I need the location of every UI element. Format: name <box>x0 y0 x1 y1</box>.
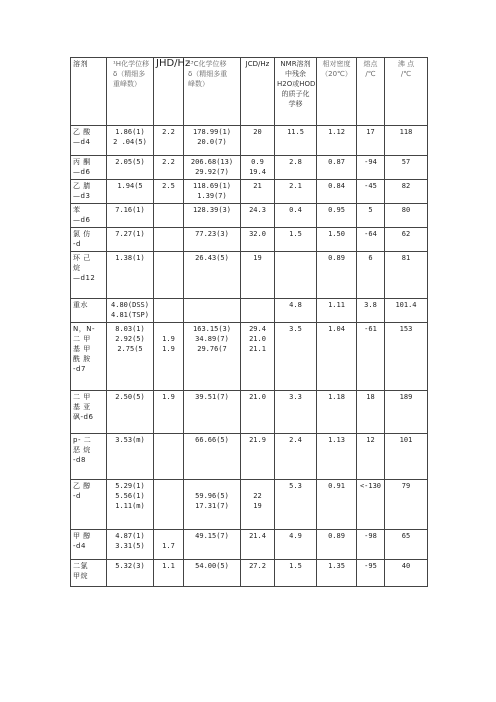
header-residual <box>275 58 317 126</box>
cell-jhd-line: 2.2 <box>162 158 175 166</box>
cell-jcd-line: 21.9 <box>249 436 266 444</box>
cell-melting-point: -98 <box>357 530 385 560</box>
cell-13c-shift-line <box>186 481 238 491</box>
cell-boiling-point: 80 <box>385 204 428 228</box>
cell-jcd <box>241 323 275 391</box>
cell-1h-shift <box>107 228 154 252</box>
cell-jhd <box>154 252 184 299</box>
cell-1h-shift-line: 8.03(1) <box>115 325 145 333</box>
cell-1h-shift-line: 7.16(1) <box>115 206 145 214</box>
table-body <box>71 126 428 587</box>
cell-jhd <box>154 323 184 391</box>
cell-residual-line: 2.1 <box>289 182 302 190</box>
cell-residual-line: 4.8 <box>289 301 302 309</box>
cell-1h-shift-line: 1.86(1) <box>115 128 145 136</box>
cell-density: 0.89 <box>317 252 357 299</box>
header-bp-line: 沸 点 <box>397 60 415 68</box>
cell-boiling-point: 81 <box>385 252 428 299</box>
header-melting-point <box>357 58 385 126</box>
cell-jcd <box>241 530 275 560</box>
cell-jhd-line: 1.7 <box>162 542 175 550</box>
header-jcd <box>241 58 275 126</box>
cell-13c-shift-line: 39.51(7) <box>195 393 229 401</box>
cell-1h-shift-line: 2 .04(5) <box>113 138 147 146</box>
cell-boiling-point: 101.4 <box>385 299 428 323</box>
cell-density: 0.87 <box>317 156 357 180</box>
cell-solvent <box>71 180 107 204</box>
cell-solvent <box>71 299 107 323</box>
cell-13c-shift-line: 206.68(13) <box>190 158 234 166</box>
cell-jcd-line: 19 <box>253 502 262 510</box>
cell-solvent-line: —d6 <box>73 168 91 176</box>
cell-jcd-line: 21.0 <box>249 335 266 343</box>
cell-13c-shift-line: 66.66(5) <box>195 436 229 444</box>
cell-1h-shift <box>107 434 154 480</box>
cell-jcd <box>241 252 275 299</box>
header-residual-line: 中残余 <box>285 70 306 78</box>
table-row <box>71 299 428 323</box>
cell-13c-shift <box>184 480 241 530</box>
cell-solvent-line: —d3 <box>73 192 91 200</box>
cell-solvent-line: 丙 酮 <box>73 158 91 166</box>
table-row <box>71 391 428 434</box>
cell-13c-shift <box>184 299 241 323</box>
cell-residual-line: 1.5 <box>289 230 302 238</box>
cell-1h-shift-line: 4.80(DSS) <box>111 301 149 309</box>
cell-melting-point: -64 <box>357 228 385 252</box>
cell-13c-shift-line: 17.31(7) <box>195 502 229 510</box>
cell-solvent-line: 基 亚 <box>73 403 91 411</box>
cell-jcd-line: 27.2 <box>249 562 266 570</box>
cell-jcd <box>241 180 275 204</box>
cell-1h-shift-line: 7.27(1) <box>115 230 145 238</box>
cell-solvent-line: p- 二 <box>73 436 92 444</box>
cell-jcd <box>241 126 275 156</box>
cell-1h-shift <box>107 560 154 587</box>
cell-solvent <box>71 480 107 530</box>
cell-density: 0.84 <box>317 180 357 204</box>
cell-residual <box>275 391 317 434</box>
cell-13c-shift <box>184 204 241 228</box>
cell-density: 1.50 <box>317 228 357 252</box>
cell-residual-line: 11.5 <box>287 128 304 136</box>
cell-1h-shift-line: 3.53(m) <box>115 436 145 444</box>
cell-13c-shift <box>184 434 241 480</box>
cell-1h-shift-line: 5.32(3) <box>115 562 145 570</box>
cell-residual <box>275 530 317 560</box>
cell-13c-shift <box>184 560 241 587</box>
cell-solvent <box>71 560 107 587</box>
cell-13c-shift-line: 29.92(7) <box>195 168 229 176</box>
cell-jhd-line <box>156 324 181 334</box>
cell-solvent-line: -d7 <box>73 365 86 373</box>
cell-jhd <box>154 434 184 480</box>
cell-solvent <box>71 434 107 480</box>
cell-1h-shift <box>107 126 154 156</box>
cell-13c-shift-line: 59.96(5) <box>195 492 229 500</box>
cell-solvent-line: 二 甲 <box>73 335 91 343</box>
cell-jhd <box>154 560 184 587</box>
cell-residual <box>275 252 317 299</box>
table-row <box>71 156 428 180</box>
cell-solvent-line: 甲烷 <box>73 572 88 580</box>
cell-solvent-line: 酰 胺 <box>73 355 91 363</box>
cell-jcd-line: 32.0 <box>249 230 266 238</box>
cell-1h-shift <box>107 299 154 323</box>
cell-jhd-line: 1.1 <box>162 562 175 570</box>
cell-1h-shift-line: 2.05(5) <box>115 158 145 166</box>
cell-residual <box>275 323 317 391</box>
cell-solvent <box>71 126 107 156</box>
cell-solvent-line: 二氯 <box>73 562 88 570</box>
header-residual-line: 学移 <box>288 100 303 108</box>
cell-13c-shift <box>184 323 241 391</box>
cell-melting-point: 5 <box>357 204 385 228</box>
cell-boiling-point: 101 <box>385 434 428 480</box>
cell-residual <box>275 204 317 228</box>
header-solvent-text: 溶剂 <box>73 60 88 68</box>
cell-melting-point: 17 <box>357 126 385 156</box>
cell-jcd <box>241 480 275 530</box>
cell-1h-shift <box>107 323 154 391</box>
header-1h-line: 重峰数） <box>113 80 141 88</box>
cell-residual-line: 2.4 <box>289 436 302 444</box>
cell-solvent-line: 苯 <box>73 206 81 214</box>
cell-solvent-line: 二 甲 <box>73 393 91 401</box>
header-13c-line: ¹³C化学位移 <box>188 60 227 68</box>
cell-boiling-point: 82 <box>385 180 428 204</box>
cell-jcd <box>241 560 275 587</box>
cell-13c-shift <box>184 228 241 252</box>
cell-jcd-line: 21.4 <box>249 532 266 540</box>
cell-solvent-line: —d6 <box>73 216 91 224</box>
cell-jcd <box>241 228 275 252</box>
cell-density: 1.18 <box>317 391 357 434</box>
cell-1h-shift-line: 2.92(5) <box>115 335 145 343</box>
cell-1h-shift <box>107 156 154 180</box>
header-mp-line: 熔点 <box>363 60 378 68</box>
header-13c-shift <box>184 58 241 126</box>
cell-solvent <box>71 252 107 299</box>
cell-boiling-point: 79 <box>385 480 428 530</box>
cell-13c-shift <box>184 252 241 299</box>
table-row <box>71 180 428 204</box>
table-row <box>71 530 428 560</box>
cell-boiling-point: 57 <box>385 156 428 180</box>
header-1h-line: δ（精细多 <box>113 70 146 78</box>
cell-13c-shift <box>184 156 241 180</box>
cell-solvent-line: 恶 烷 <box>73 446 91 454</box>
cell-residual-line: 2.8 <box>289 158 302 166</box>
cell-jhd <box>154 180 184 204</box>
cell-solvent-line: 甲 醇 <box>73 532 91 540</box>
cell-solvent-line: 乙 酸 <box>73 128 91 136</box>
nmr-solvent-table <box>70 57 428 587</box>
cell-1h-shift-line: 5.29(1) <box>115 482 145 490</box>
cell-solvent-line: 环 己 <box>73 254 91 262</box>
cell-1h-shift-line: 3.31(5) <box>115 542 145 550</box>
cell-jhd <box>154 126 184 156</box>
cell-melting-point: 18 <box>357 391 385 434</box>
cell-jcd <box>241 156 275 180</box>
cell-solvent-line: N，N- <box>73 325 95 333</box>
cell-jcd-line: 21 <box>253 182 262 190</box>
cell-jhd <box>154 391 184 434</box>
cell-jhd <box>154 299 184 323</box>
table-row <box>71 126 428 156</box>
cell-solvent-line: 基 甲 <box>73 345 91 353</box>
cell-13c-shift <box>184 126 241 156</box>
header-boiling-point <box>385 58 428 126</box>
cell-residual-line: 5.3 <box>289 482 302 490</box>
cell-jhd <box>154 228 184 252</box>
cell-residual <box>275 299 317 323</box>
table-row <box>71 560 428 587</box>
cell-13c-shift <box>184 391 241 434</box>
cell-melting-point: 3.8 <box>357 299 385 323</box>
cell-melting-point: 6 <box>357 252 385 299</box>
header-residual-line: NMR溶剂 <box>280 60 311 68</box>
header-row <box>71 58 428 126</box>
cell-jcd-line: 19 <box>253 254 262 262</box>
cell-jcd-line: 22 <box>253 492 262 500</box>
cell-solvent-line: -d8 <box>73 456 86 464</box>
cell-residual-line: 4.9 <box>289 532 302 540</box>
cell-jcd-line: 21.0 <box>249 393 266 401</box>
cell-density: 1.11 <box>317 299 357 323</box>
cell-melting-point: -61 <box>357 323 385 391</box>
cell-jhd-line: 1.9 <box>162 335 175 343</box>
cell-residual <box>275 228 317 252</box>
cell-residual <box>275 126 317 156</box>
cell-melting-point: 12 <box>357 434 385 480</box>
table-row <box>71 434 428 480</box>
cell-jcd <box>241 204 275 228</box>
cell-residual <box>275 560 317 587</box>
cell-solvent-line: -d4 <box>73 542 86 550</box>
cell-melting-point: <-130 <box>357 480 385 530</box>
cell-jcd-line <box>243 481 272 491</box>
cell-jhd-line: 1.9 <box>162 345 175 353</box>
cell-1h-shift <box>107 204 154 228</box>
cell-solvent <box>71 391 107 434</box>
cell-13c-shift <box>184 180 241 204</box>
header-residual-line: H2O或HOD <box>277 80 316 88</box>
table-row <box>71 323 428 391</box>
cell-residual-line: 3.5 <box>289 325 302 333</box>
cell-solvent-line: 重水 <box>73 301 88 309</box>
cell-1h-shift-line: 1.11(m) <box>115 502 145 510</box>
cell-13c-shift-line: 77.23(3) <box>195 230 229 238</box>
cell-density: 1.13 <box>317 434 357 480</box>
cell-density: 0.89 <box>317 530 357 560</box>
cell-solvent <box>71 228 107 252</box>
cell-solvent-line: 乙 醇 <box>73 482 91 490</box>
cell-boiling-point: 65 <box>385 530 428 560</box>
cell-13c-shift <box>184 530 241 560</box>
header-bp-line: /℃ <box>400 70 412 78</box>
cell-boiling-point: 118 <box>385 126 428 156</box>
cell-13c-shift-line: 128.39(3) <box>193 206 231 214</box>
cell-13c-shift-line: 49.15(7) <box>195 532 229 540</box>
cell-residual <box>275 480 317 530</box>
cell-jhd-line: 2.5 <box>162 182 175 190</box>
table-row <box>71 480 428 530</box>
cell-jcd-line: 29.4 <box>249 325 266 333</box>
cell-solvent-line: 氯 仿 <box>73 230 91 238</box>
cell-13c-shift-line: 20.0(7) <box>197 138 227 146</box>
table-row <box>71 252 428 299</box>
cell-residual-line: 1.5 <box>289 562 302 570</box>
header-density-line: 相对密度 <box>322 60 351 68</box>
cell-solvent-line: —d4 <box>73 138 91 146</box>
cell-solvent <box>71 530 107 560</box>
cell-jcd <box>241 391 275 434</box>
cell-13c-shift-line: 54.00(5) <box>195 562 229 570</box>
cell-boiling-point: 189 <box>385 391 428 434</box>
cell-density: 0.95 <box>317 204 357 228</box>
cell-solvent-line: 乙 腈 <box>73 182 91 190</box>
cell-jcd-line: 0.9 <box>251 158 264 166</box>
header-density <box>317 58 357 126</box>
header-13c-line: δ（精细多重 <box>188 70 228 78</box>
cell-solvent <box>71 323 107 391</box>
header-mp-line: /℃ <box>365 70 376 78</box>
cell-solvent <box>71 204 107 228</box>
cell-solvent <box>71 156 107 180</box>
cell-13c-shift-line: 178.99(1) <box>193 128 231 136</box>
cell-jcd-line: 24.3 <box>249 206 266 214</box>
cell-density: 1.12 <box>317 126 357 156</box>
cell-jhd-line: 1.9 <box>162 393 175 401</box>
cell-1h-shift-line: 2.50(5) <box>115 393 145 401</box>
cell-boiling-point: 40 <box>385 560 428 587</box>
cell-density: 1.04 <box>317 323 357 391</box>
cell-residual <box>275 180 317 204</box>
cell-jhd <box>154 530 184 560</box>
cell-jhd <box>154 156 184 180</box>
cell-1h-shift-line: 2.75(5 <box>117 345 143 353</box>
cell-solvent-line: -d <box>73 492 81 500</box>
cell-jcd-line: 19.4 <box>249 168 266 176</box>
cell-13c-shift-line: 163.15(3) <box>193 325 231 333</box>
cell-jhd-line: 2.2 <box>162 128 175 136</box>
header-jhd-text: JHD/Hz <box>156 58 191 69</box>
header-1h-line: ¹H化学位移 <box>113 60 150 68</box>
cell-solvent-line: 砜-d6 <box>73 413 94 421</box>
header-jhd <box>154 58 191 126</box>
cell-solvent-line: 烷 <box>73 264 81 272</box>
header-jcd-text: JCD/Hz <box>245 60 270 68</box>
cell-melting-point: -95 <box>357 560 385 587</box>
cell-1h-shift <box>107 480 154 530</box>
cell-solvent-line: -d <box>73 240 81 248</box>
header-solvent <box>71 58 107 126</box>
cell-jcd-line: 20 <box>253 128 262 136</box>
cell-residual-line: 3.3 <box>289 393 302 401</box>
cell-jcd <box>241 434 275 480</box>
cell-1h-shift-line: 4.81(TSP) <box>111 311 149 319</box>
cell-13c-shift-line: 118.69(1) <box>193 182 231 190</box>
cell-residual <box>275 434 317 480</box>
cell-1h-shift-line: 1.94(5 <box>117 182 143 190</box>
table-row <box>71 228 428 252</box>
cell-1h-shift <box>107 180 154 204</box>
header-density-line: （20℃） <box>321 70 352 78</box>
cell-1h-shift-line: 4.87(1) <box>115 532 145 540</box>
cell-density: 1.35 <box>317 560 357 587</box>
cell-melting-point: -94 <box>357 156 385 180</box>
cell-13c-shift-line: 34.89(7) <box>195 335 229 343</box>
cell-1h-shift <box>107 391 154 434</box>
table-row <box>71 204 428 228</box>
cell-1h-shift-line: 5.56(1) <box>115 492 145 500</box>
cell-solvent-line: —d12 <box>73 274 96 282</box>
header-residual-line: 的质子化 <box>281 90 310 98</box>
cell-boiling-point: 62 <box>385 228 428 252</box>
cell-residual-line: 0.4 <box>289 206 302 214</box>
cell-jcd-line: 21.1 <box>249 345 266 353</box>
cell-jcd <box>241 299 275 323</box>
cell-jhd <box>154 204 184 228</box>
cell-13c-shift-line: 1.39(7) <box>197 192 227 200</box>
cell-13c-shift-line: 29.76(7 <box>197 345 227 353</box>
cell-1h-shift <box>107 252 154 299</box>
cell-density: 0.91 <box>317 480 357 530</box>
cell-jhd-line <box>156 531 181 541</box>
cell-1h-shift-line: 1.38(1) <box>115 254 145 262</box>
cell-13c-shift-line: 26.43(5) <box>195 254 229 262</box>
cell-jhd <box>154 480 184 530</box>
cell-residual <box>275 156 317 180</box>
cell-melting-point: -45 <box>357 180 385 204</box>
cell-1h-shift <box>107 530 154 560</box>
cell-boiling-point: 153 <box>385 323 428 391</box>
header-1h-shift <box>107 58 154 126</box>
header-13c-line: 峰数） <box>188 80 209 88</box>
